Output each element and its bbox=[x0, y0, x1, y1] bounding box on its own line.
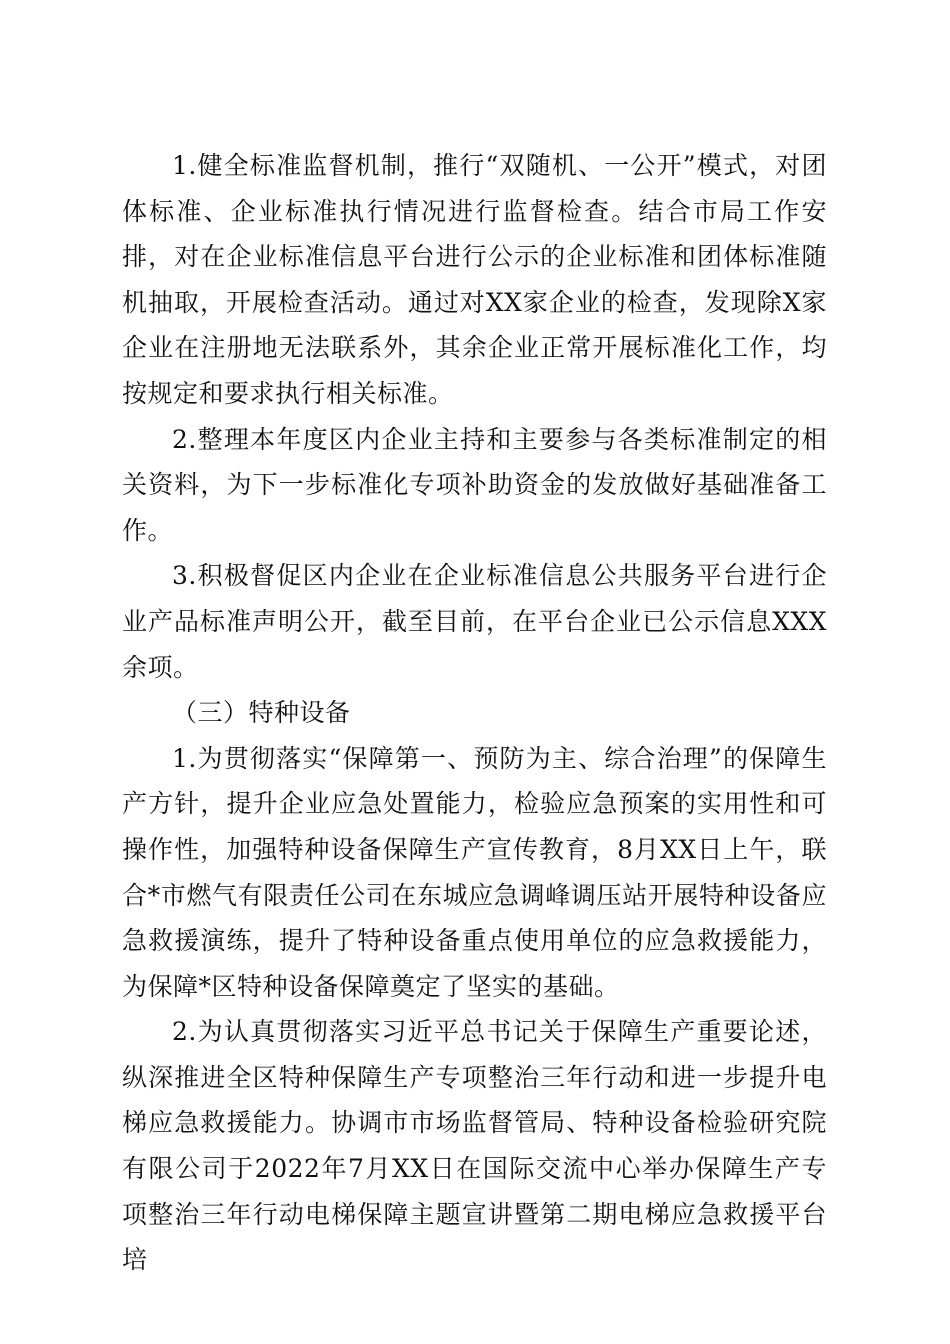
paragraph-emergency-drill: 1.为贯彻落实“保障第一、预防为主、综合治理”的保障生产方针，提升企业应急处置能力，检验应急预案的实用性和可操作性，加强特种设备保障生产宣传教育，8月XX日上午，联合*市燃气有限责任公司在东城应急调峰调压站开展特种设备应急救援演练，提升了特种设备重点使用单位的应急救援能力，为保障*区特种设备保障奠定了坚实的基础。 bbox=[122, 743, 827, 1001]
document-body bbox=[122, 143, 827, 1283]
paragraph-standard-materials: 2.整理本年度区内企业主持和主要参与各类标准制定的相关资料，为下一步标准化专项补助资金的发放做好基础准备工作。 bbox=[122, 424, 827, 545]
paragraph-standard-disclosure: 3.积极督促区内企业在企业标准信息公共服务平台进行企业产品标准声明公开，截至目前，在平台企业已公示信息XXX余项。 bbox=[122, 561, 827, 682]
paragraph-standard-supervision: 1.健全标准监督机制，推行“双随机、一公开”模式，对团体标准、企业标准执行情况进行监督检查。结合市局工作安排，对在企业标准信息平台进行公示的企业标准和团体标准随机抽取，开展检查活动。通过对XX家企业的检查，发现除X家企业在注册地无法联系外，其余企业正常开展标准化工作，均按规定和要求执行相关标准。 bbox=[122, 151, 827, 408]
section-heading-special-equipment: （三）特种设备 bbox=[172, 698, 351, 728]
paragraph-elevator-training: 2.为认真贯彻落实习近平总书记关于保障生产重要论述，纵深推进全区特种保障生产专项整治三年行动和进一步提升电梯应急救援能力。协调市市场监督管局、特种设备检验研究院有限公司于2022年7月XX日在国际交流中心举办保障生产专项整治三年行动电梯保障主题宣讲暨第二期电梯应急救援平台培 bbox=[122, 1017, 827, 1275]
